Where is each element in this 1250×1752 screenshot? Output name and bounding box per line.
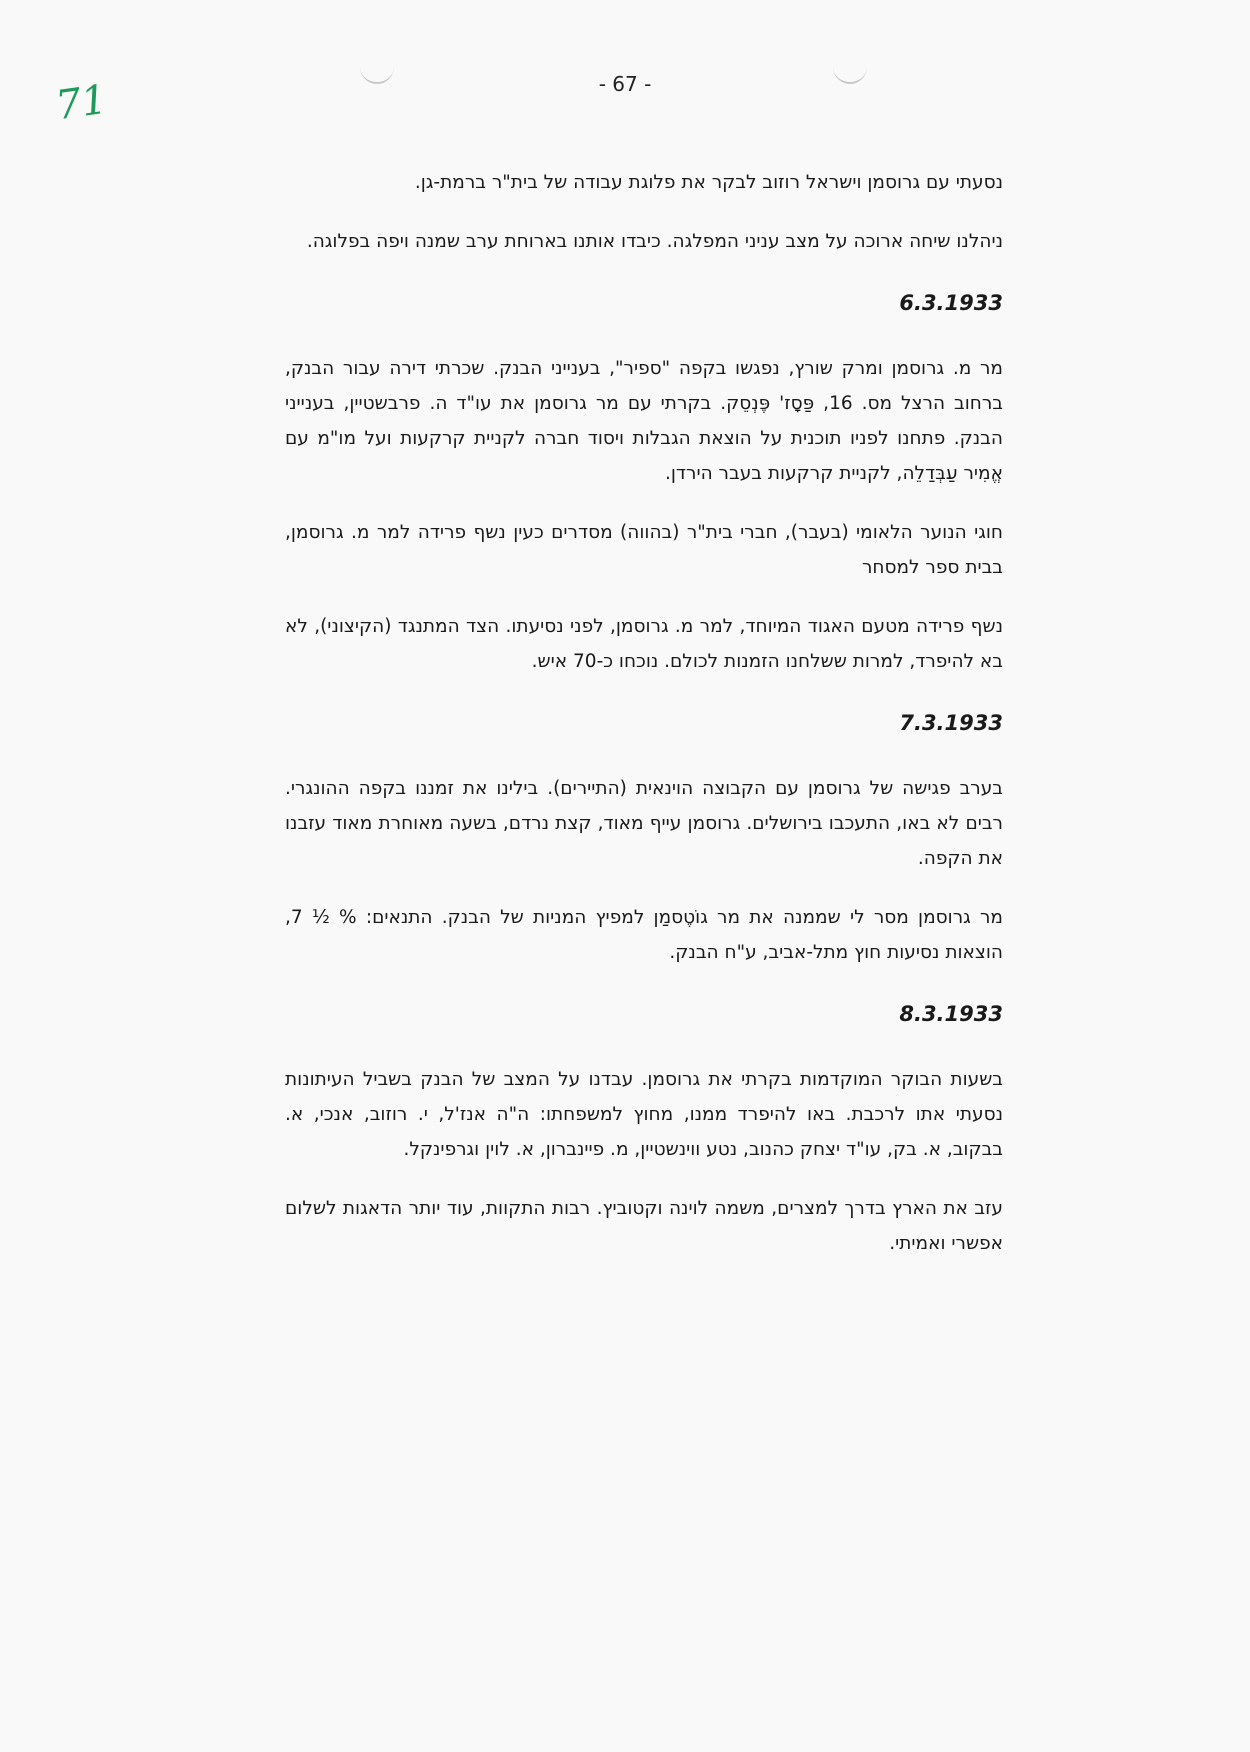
handwritten-page-mark: 71 bbox=[53, 76, 110, 130]
paragraph: בשעות הבוקר המוקדמות בקרתי את גרוסמן. עבדנו על המצב של הבנק בשביל העיתונות נסעתי אתו לרכבת. באו להיפרד ממנו, מחוץ למשפחתו: ה"ה אנז'ל, י. רוזוב, אנכי, א. בבקוב, א. בק, עו"ד יצחק כהנוב, נטע ווינשטיין, מ. פיינברון, א. לוין וגרפינקל. bbox=[285, 1069, 1003, 1160]
page-number: - 67 - bbox=[598, 72, 652, 96]
diary-body bbox=[285, 165, 1003, 1285]
paragraph: בערב פגישה של גרוסמן עם הקבוצה הוינאית (התיירים). בילינו את זמננו בקפה ההונגרי. רבים לא באו, התעכבו בירושלים. גרוסמן עייף מאוד, קצת נרדם, בשעה מאוחרת מאוד עזבנו את הקפה. bbox=[285, 778, 1003, 869]
paragraph: חוגי הנוער הלאומי (בעבר), חברי בית"ר (בהווה) מסדרים כעין נשף פרידה למר מ. גרוסמן, בבית ספר למסחר bbox=[285, 522, 1003, 578]
date-heading: 6.3.1933 bbox=[899, 291, 1003, 315]
date-heading: 8.3.1933 bbox=[899, 1002, 1003, 1026]
date-heading: 7.3.1933 bbox=[899, 711, 1003, 735]
paragraph: מר מ. גרוסמן ומרק שורץ, נפגשו בקפה "ספיר", בענייני הבנק. שכרתי דירה עבור הבנק, ברחוב הרצל מס. 16, פַּסָז' פֶּנְסֵק. בקרתי עם מר גרוסמן את עו"ד ה. פרבשטיין, בענייני הבנק. פתחנו לפניו תוכנית על הוצאת הגבלות ויסוד חברה לקניית קרקעות ועל מו"מ עם אֱמִיר עַבְּדַלֵה, לקניית קרקעות בעבר הירדן. bbox=[285, 358, 1003, 484]
paragraph: ניהלנו שיחה ארוכה על מצב עניני המפלגה. כיבדו אותנו בארוחת ערב שמנה ויפה בפלוגה. bbox=[306, 231, 1003, 252]
paragraph: מר גרוסמן מסר לי שממנה את מר גוֹטֶסמַן למפיץ המניות של הבנק. התנאים: % ½ 7, הוצאות נסיעות חוץ מתל-אביב, ע"ח הבנק. bbox=[285, 907, 1003, 963]
paragraph: נשף פרידה מטעם האגוד המיוחד, למר מ. גרוסמן, לפני נסיעתו. הצד המתנגד (הקיצוני), לא בא להיפרד, למרות ששלחנו הזמנות לכולם. נוכחו כ-70 איש. bbox=[285, 616, 1003, 672]
paragraph: נסעתי עם גרוסמן וישראל רוזוב לבקר את פלוגת עבודה של בית"ר ברמת-גן. bbox=[414, 172, 1003, 193]
paragraph: עזב את הארץ בדרך למצרים, משמה לוינה וקטוביץ. רבות התקוות, עוד יותר הדאגות לשלום אפשרי ואמיתי. bbox=[285, 1198, 1003, 1254]
